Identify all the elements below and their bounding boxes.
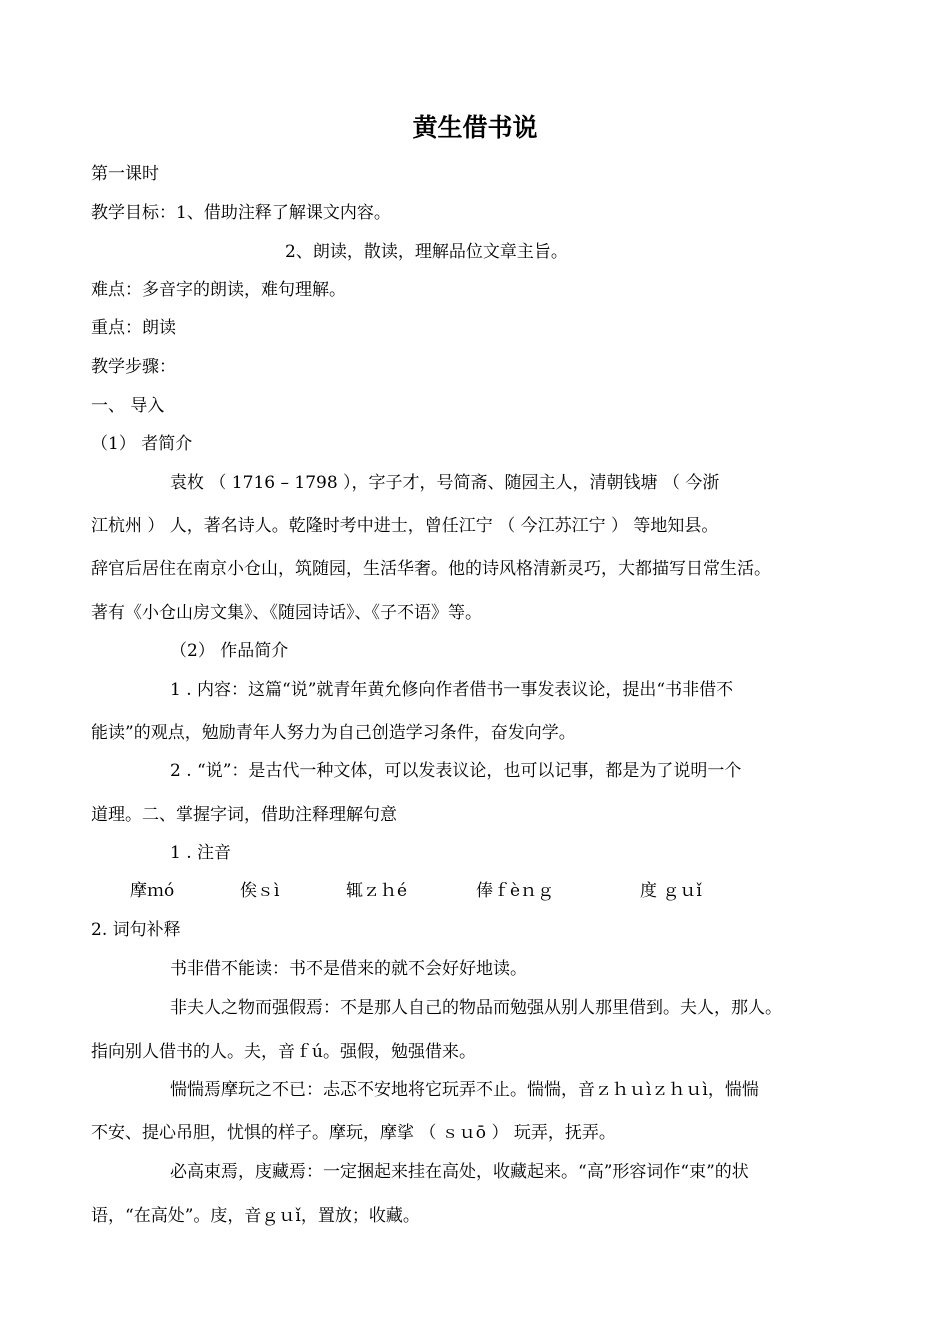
pronunciation-item: 度 ｇｕǐ — [640, 881, 702, 901]
pronunciation-item: 俸ｆèｎｇ — [476, 881, 555, 901]
explanation-line: 不安、提心吊胆，忧惧的样子。摩玩，摩挲 （ ｓｕō ） 玩弄，抚弄。 — [91, 1123, 616, 1143]
works-heading: （2） 作品简介 — [170, 641, 289, 661]
steps-heading: 教学步骤： — [91, 357, 176, 377]
section1-heading: 一、 导入 — [91, 396, 165, 416]
author-heading: （1） 者简介 — [91, 434, 193, 454]
explanation-heading: 2. 词句补释 — [91, 920, 181, 940]
explanation-line: 非夫人之物而强假焉：不是那人自己的物品而勉强从别人那里借到。夫人，那人。 — [170, 998, 782, 1018]
works-item-2-line: 道理。二、掌握字词，借助注释理解句意 — [91, 805, 397, 825]
pronunciation-heading: 1 . 注音 — [170, 843, 232, 863]
works-item-1-line: 能读”的观点，勉励青年人努力为自己创造学习条件，奋发向学。 — [91, 723, 576, 743]
works-item-1-line: 1 . 内容：这篇“说”就青年黄允修向作者借书一事发表议论，提出“书非借不 — [170, 680, 734, 700]
explanation-line: 语，“在高处”。庋，音ｇｕǐ，置放；收藏。 — [91, 1206, 420, 1226]
author-intro-line: 辞官后居住在南京小仓山，筑随园，生活华奢。他的诗风格清新灵巧，大都描写日常生活。 — [91, 559, 771, 579]
explanation-line: 指向别人借书的人。夫，音ｆú。强假，勉强借来。 — [91, 1042, 476, 1062]
document-title: 黄生借书说 — [412, 113, 538, 142]
pronunciation-item: 俟ｓì — [240, 881, 280, 901]
author-intro-line: 著有《小仓山房文集》、《随园诗话》、《子不语》等。 — [91, 603, 482, 623]
objectives-line-1: 教学目标：1、借助注释了解课文内容。 — [91, 203, 391, 223]
pronunciation-item: 摩ｍó — [130, 881, 175, 901]
author-intro-line: 江杭州 ） 人，著名诗人。乾隆时考中进士，曾任江宁 （ 今江苏江宁 ） 等地知县。 — [91, 516, 719, 536]
explanation-line: 书非借不能读：书不是借来的就不会好好地读。 — [170, 959, 527, 979]
difficulty-line: 难点：多音字的朗读，难句理解。 — [91, 280, 346, 300]
key-point-line: 重点：朗读 — [91, 318, 176, 338]
works-item-2-line: 2 . “说”：是古代一种文体，可以发表议论，也可以记事，都是为了说明一个 — [170, 761, 742, 781]
pronunciation-item: 辄ｚｈé — [346, 881, 408, 901]
explanation-line: 惴惴焉摩玩之不已：忐忑不安地将它玩弄不止。惴惴，音ｚｈｕìｚｈｕì，惴惴 — [170, 1080, 759, 1100]
objectives-line-2: 2、朗读，散读，理解品位文章主旨。 — [285, 242, 568, 262]
explanation-line: 必高束焉，庋藏焉：一定捆起来挂在高处，收藏起来。“高”形容词作“束”的状 — [170, 1162, 749, 1182]
lesson-label: 第一课时 — [91, 164, 159, 184]
author-intro-line: 袁枚 （ 1716 – 1798 ），字子才，号简斋、随园主人，清朝钱塘 （ 今浙 — [170, 473, 720, 493]
